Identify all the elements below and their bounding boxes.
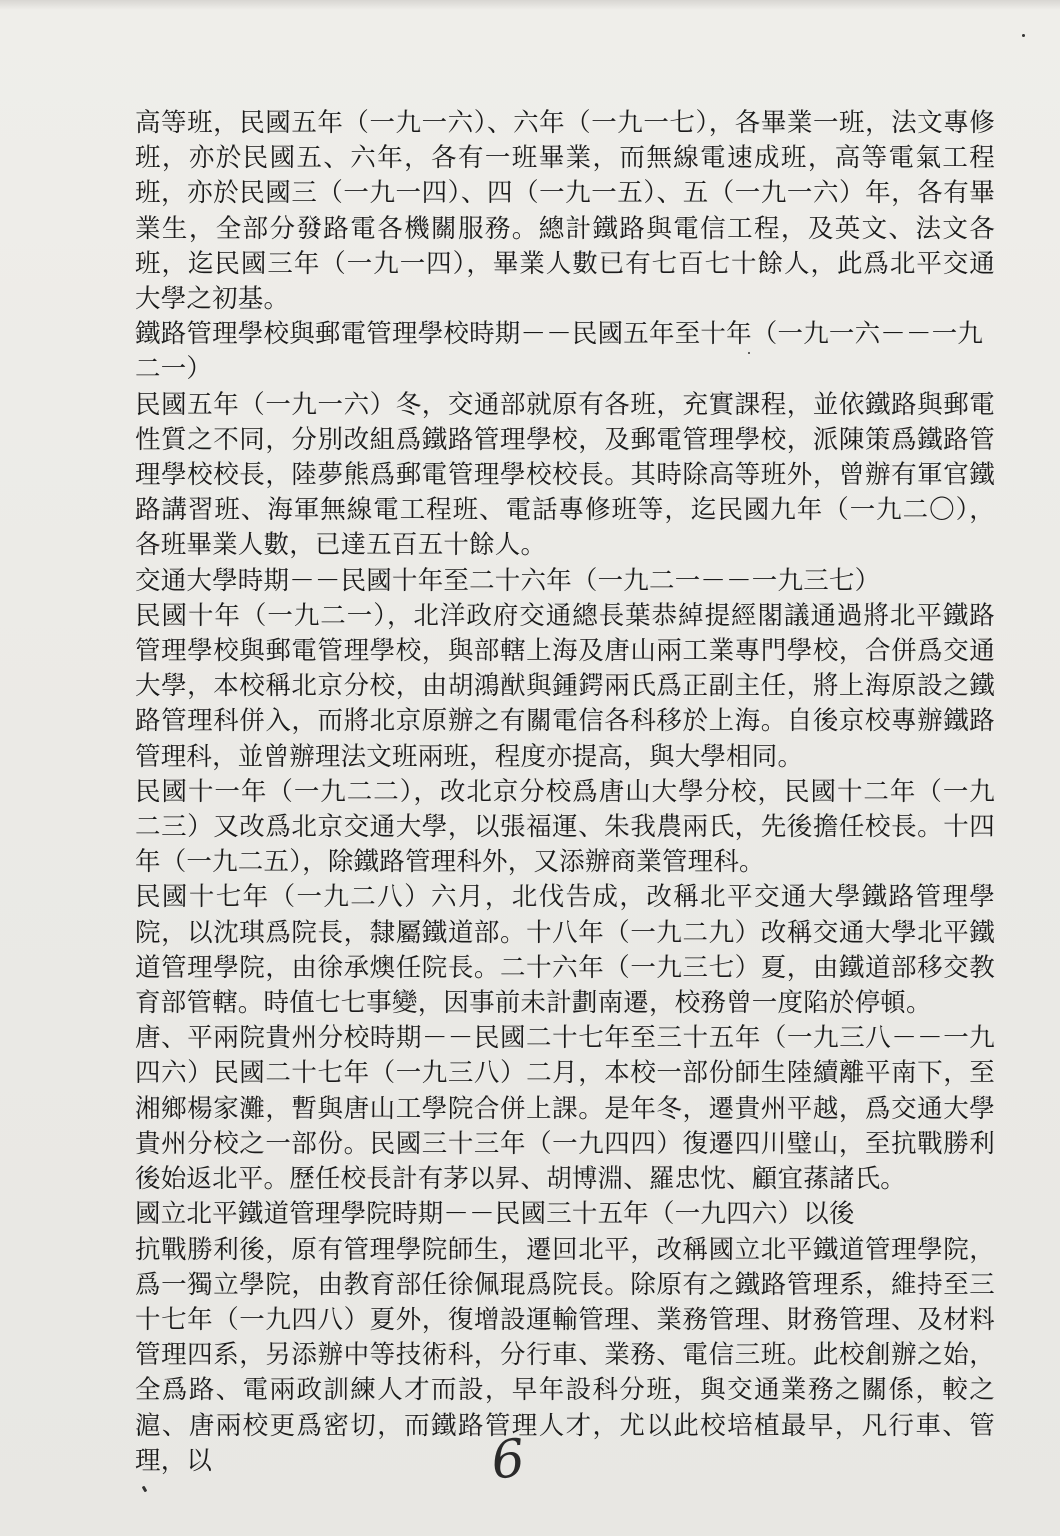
scan-edge	[0, 0, 1060, 10]
paragraph-tangshan-branch-1922: 民國十一年（一九二二），改北京分校爲唐山大學分校，民國十二年（一九二三）又改爲北京交通大學，以張福運、朱我農兩氏，先後擔任校長。十四年（一九二五），除鐵路管理科外，又添辦商業管理科。	[135, 776, 995, 878]
paragraph-merger-1921: 民國十年（一九二一），北洋政府交通總長葉恭綽提經閣議通過將北平鐵路管理學校與郵電管理學校，與部轄上海及唐山兩工業專門學校，合併爲交通大學，本校稱北京分校，由胡鴻猷與鍾鍔兩氏爲正副主任，將上海原設之鐵路管理科併入，而將北京原辦之有關電信各科移於上海。自後京校專辦鐵路管理科，並曾辦理法文班兩班，程度亦提高，與大學相同。	[135, 600, 995, 772]
page-number: 6	[488, 1428, 528, 1492]
paragraph-reorganization-1916: 民國五年（一九一六）冬，交通部就原有各班，充實課程，並依鐵路與郵電性質之不同，分別改組爲鐵路管理學校，及郵電管理學校，派陳策爲鐵路管理學校校長，陸夢熊爲郵電管理學校校長。其時除高等班外，曾辦有軍官鐵路講習班、海軍無線電工程班、電話專修班等，迄民國九年（一九二〇），各班畢業人數，已達五百五十餘人。	[135, 389, 995, 561]
body-text	[135, 106, 995, 1479]
section-heading-jiaotong-university: 交通大學時期－－民國十年至二十六年（一九二一－－一九三七）	[135, 565, 881, 596]
paragraph-postwar: 抗戰勝利後，原有管理學院師生，遷回北平，改稱國立北平鐵道管理學院，爲一獨立學院，由教育部任徐佩琨爲院長。除原有之鐵路管理系，維持至三十七年（一九四八）夏外，復增設運輸管理、業務管理、財務管理、及材料管理四系，另添辦中等技術科，分行車、業務、電信三班。此校創辦之始，全爲路、電兩政訓練人才而設，早年設科分班，與交通業務之關係，較之滬、唐兩校更爲密切，而鐵路管理人才，尤以此校培植最早，凡行車、管理，以	[135, 1234, 995, 1476]
section-heading-national-railway-college: 國立北平鐵道管理學院時期－－民國三十五年（一九四六）以後	[135, 1199, 855, 1230]
paragraph-guizhou-branch: 唐、平兩院貴州分校時期－－民國二十七年至三十五年（一九三八－－一九四六）民國二十七年（一九三八）二月，本校一部份師生陸續離平南下，至湘鄉楊家灘，暫與唐山工學院合併上課。是年冬，遷貴州平越，爲交通大學貴州分校之一部份。民國三十三年（一九四四）復遷四川璧山，至抗戰勝利後始返北平。歷任校長計有茅以昇、胡博淵、羅忠忱、顧宜蓀諸氏。	[135, 1023, 995, 1195]
section-heading-railway-postal-schools: 鐵路管理學校與郵電管理學校時期－－民國五年至十年（一九一六－－一九二一）	[135, 319, 984, 385]
paragraph-graduates: 高等班，民國五年（一九一六）、六年（一九一七），各畢業一班，法文專修班，亦於民國五、六年，各有一班畢業，而無線電速成班，高等電氣工程班，亦於民國三（一九一四）、四（一九一五）、五（一九一六）年，各有畢業生，全部分發路電各機關服務。總計鐵路與電信工程，及英文、法文各班，迄民國三年（一九一四），畢業人數已有七百七十餘人，此爲北平交通大學之初基。	[135, 108, 995, 315]
scan-speck	[748, 352, 750, 354]
scan-speck	[1022, 34, 1025, 37]
scan-speck	[142, 1486, 148, 1493]
paragraph-railway-college-1928: 民國十七年（一九二八）六月，北伐告成，改稱北平交通大學鐵路管理學院，以沈琪爲院長，隸屬鐵道部。十八年（一九二九）改稱交通大學北平鐵道管理學院，由徐承燠任院長。二十六年（一九三七）夏，由鐵道部移交教育部管轄。時值七七事變，因事前未計劃南遷，校務曾一度陷於停頓。	[135, 882, 995, 1019]
